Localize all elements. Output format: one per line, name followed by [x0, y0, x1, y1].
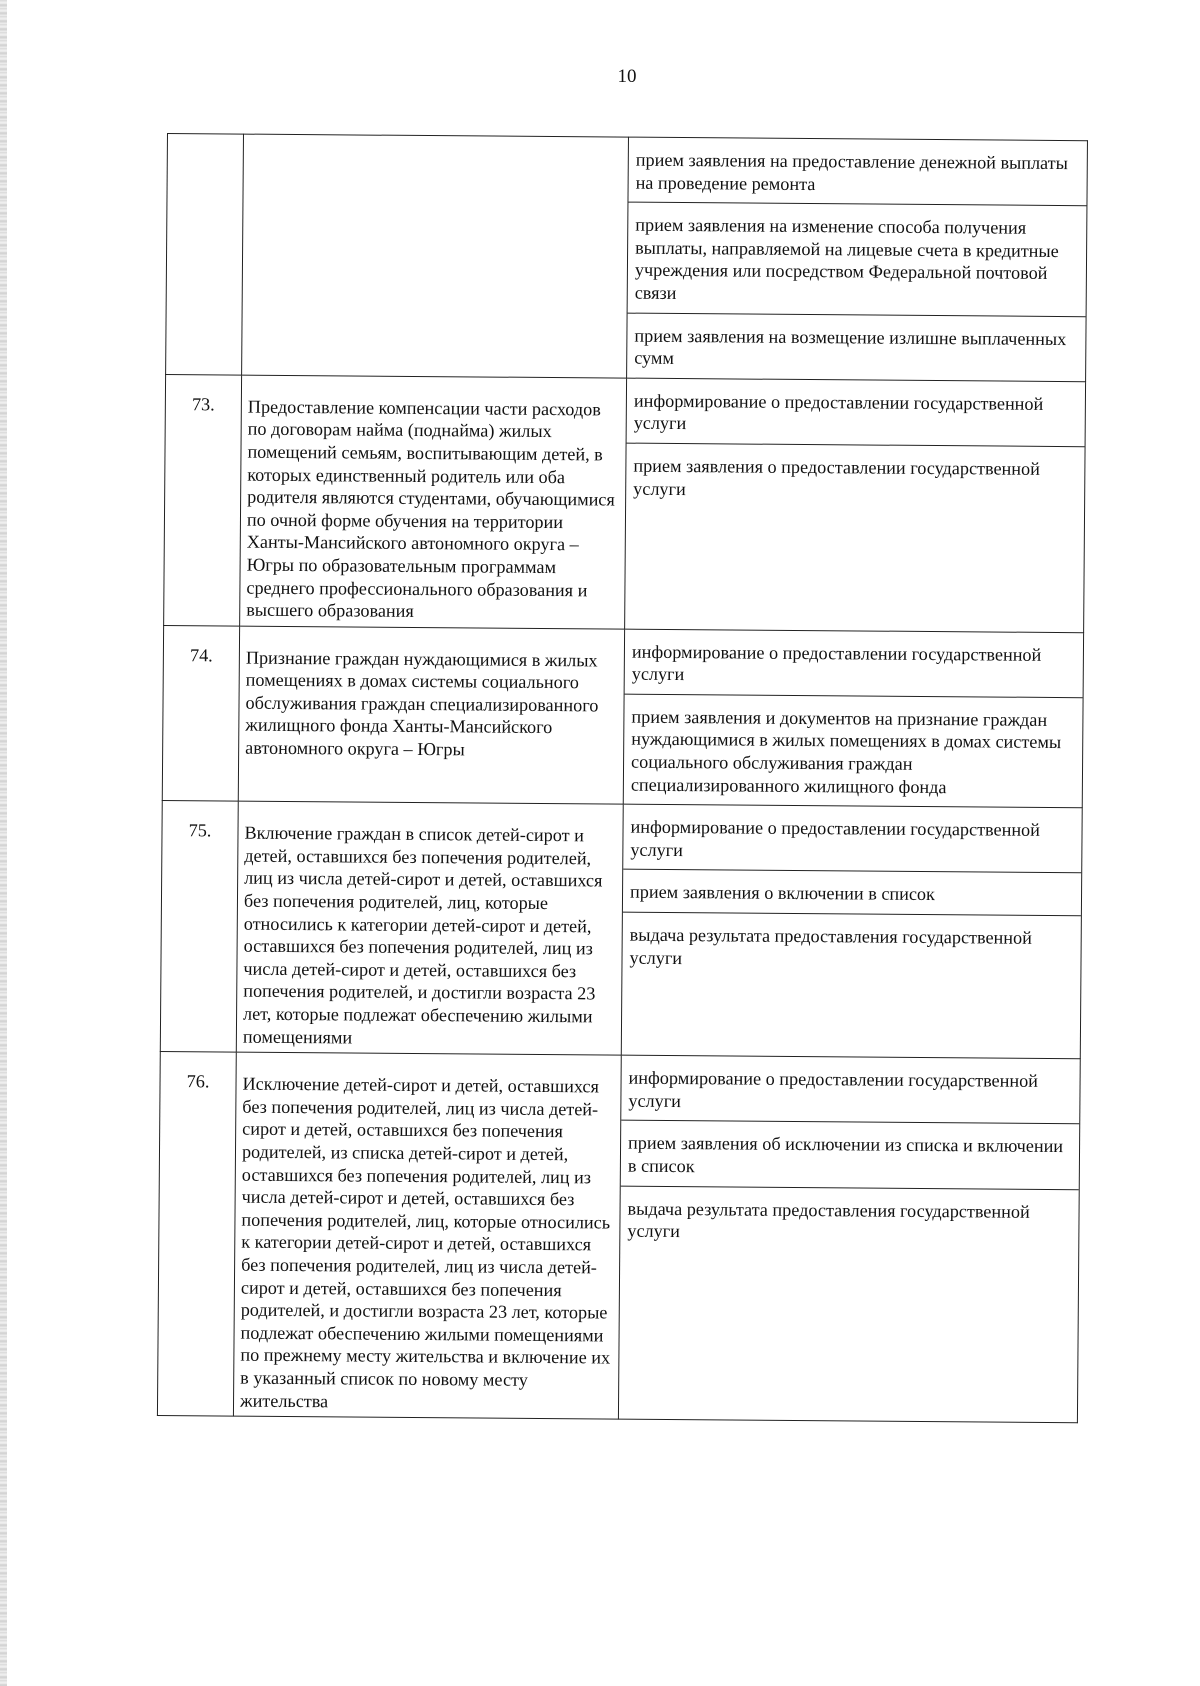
service-name — [242, 134, 629, 378]
table-row — [157, 1052, 1080, 1423]
operation-item: информирование о предоставлении государственной услуги — [621, 1056, 1079, 1125]
operations-cell — [618, 1055, 1080, 1423]
service-name: Исключение детей-сирот и детей, оставшихся без попечения родителей, лиц из числа детей-сирот и детей, оставшихся без попечения родителей, из списка детей-сирот и детей, оставшихся без попечения родителей, лиц из числа детей-сирот и детей, оставшихся без попечения родителей, лиц, которые относились к категории детей-сирот и детей, оставшихся без попечения родителей, лиц из числа детей-сирот и детей, оставшихся без попечения родителей, и достигли возраста 23 лет, которые подлежат обеспечению жилыми помещениями по прежнему месту жительства и включение их в указанный список по новому месту жительства — [233, 1052, 621, 1419]
operations-cell — [625, 378, 1086, 633]
operation-item: прием заявления об исключении из списка и включении в список — [621, 1121, 1079, 1190]
table-row — [162, 625, 1083, 808]
service-name: Включение граждан в список детей-сирот и детей, оставшихся без попечения родителей, лиц из числа детей-сирот и детей, оставшихся без попечения родителей, лиц, которые относились к категории детей-сирот и детей, оставшихся без попечения родителей, лиц из числа детей-сирот и детей, оставшихся без попечения родителей, и достигли возраста 23 лет, которые подлежат обеспечению жилыми помещениями — [236, 801, 623, 1055]
table-row — [160, 801, 1082, 1059]
operation-item: прием заявления на предоставление денежной выплаты на проведение ремонта — [628, 138, 1086, 207]
row-number — [166, 134, 244, 375]
operation-item: информирование о предоставлении государственной услуги — [627, 378, 1085, 447]
operation-item: информирование о предоставлении государственной услуги — [623, 805, 1081, 874]
table-row — [166, 134, 1088, 382]
operations-cell — [623, 629, 1083, 808]
table-row — [164, 374, 1086, 632]
operations-cell — [621, 804, 1082, 1059]
operation-item: информирование о предоставлении государственной услуги — [625, 629, 1083, 698]
service-name: Признание граждан нуждающимися в жилых помещениях в домах системы социального обслуживания граждан специализированного жилищного фонда Ханты-Мансийского автономного округа – Югры — [238, 626, 624, 805]
service-name: Предоставление компенсации части расходов по договорам найма (поднайма) жилых помещений семьям, воспитывающим детей, в которых единственный родитель или оба родителя являются студентами, обучающимися по очной форме обучения на территории Ханты-Мансийского автономного округа – Югры по образовательным программам среднего профессионального образования и высшего образования — [240, 375, 627, 629]
operations-cell — [627, 137, 1088, 381]
services-table — [157, 133, 1088, 1423]
row-number: 74. — [162, 625, 239, 801]
operation-item: прием заявления и документов на признание граждан нуждающимися в жилых помещениях в домах системы социального обслуживания граждан специализированного жилищного фонда — [630, 706, 1062, 797]
operation-item: прием заявления о предоставлении государственной услуги — [633, 455, 1040, 499]
operation-item: выдача результата предоставления государственной услуги — [629, 924, 1032, 968]
operation-item: прием заявления на возмещение излишне выплаченных сумм — [634, 325, 1067, 369]
operation-item: прием заявления на изменение способа получения выплаты, направляемой на лицевые счета в кредитные учреждения или посредством Федеральной почтовой связи — [628, 203, 1087, 317]
row-number: 75. — [160, 801, 238, 1053]
page-number: 10 — [617, 66, 637, 87]
operation-item: выдача результата предоставления государственной услуги — [627, 1198, 1030, 1242]
scan-edge — [0, 0, 7, 1686]
row-number: 73. — [164, 374, 242, 626]
operation-item: прием заявления о включении в список — [623, 870, 1081, 916]
row-number: 76. — [157, 1052, 236, 1416]
